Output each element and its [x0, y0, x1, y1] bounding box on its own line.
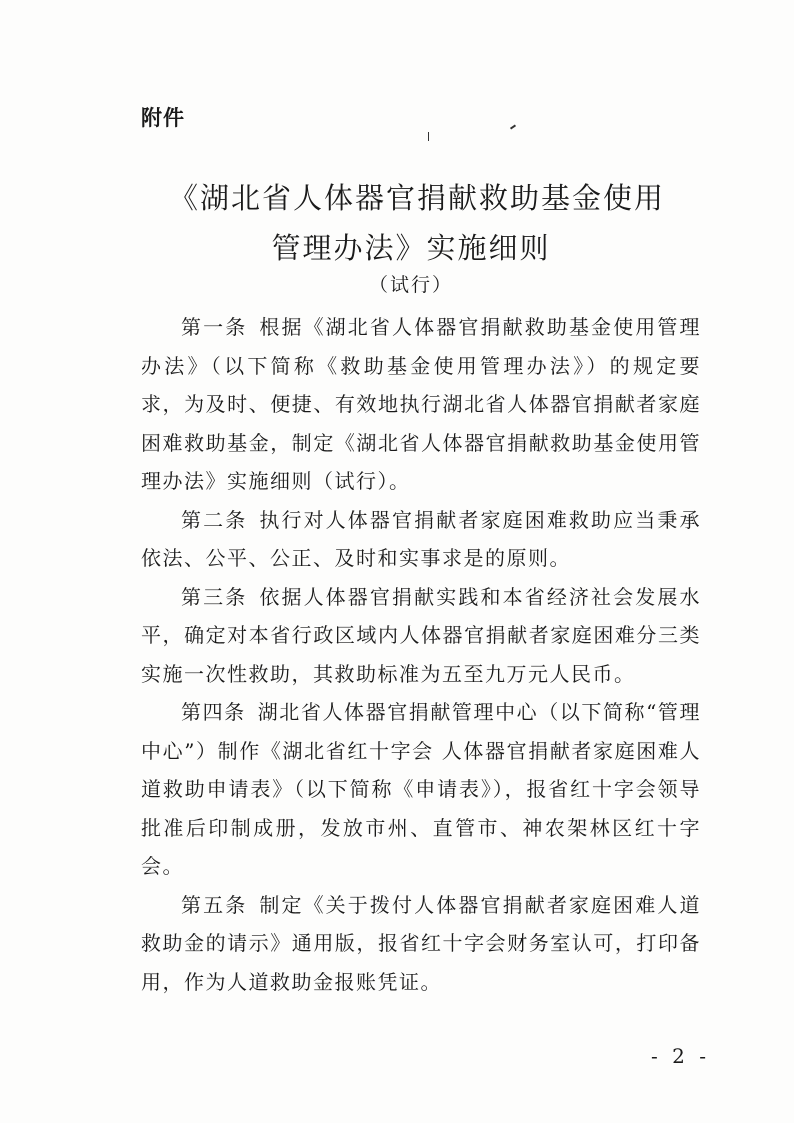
document-title-line-1: 《湖北省人体器官捐献救助基金使用 [168, 181, 665, 215]
document-subtitle: （试行） [368, 274, 453, 296]
scan-speck [428, 132, 429, 141]
article-text: 根据《湖北省人体器官捐献救助基金使用管理办法》（以下简称《救助基金使用管理办法》）的规定要求，为及时、便捷、有效地执行湖北省人体器官捐献者家庭困难救助基金，制定《湖北省人体器官捐献救助基金使用管理办法》实施细则（试行）。 [141, 315, 702, 493]
article-3 [141, 578, 701, 694]
page-number: - 2 - [651, 1044, 710, 1068]
article-4 [141, 693, 701, 886]
scan-speck [510, 124, 516, 129]
attachment-label: 附件 [141, 106, 185, 130]
article-number: 第三条 [181, 584, 248, 609]
article-5 [141, 886, 701, 1002]
article-number: 第四条 [181, 700, 246, 724]
article-2 [141, 501, 701, 578]
article-text: 依据人体器官捐献实践和本省经济社会发展水平，确定对本省行政区域内人体器官捐献者家庭困难分三类实施一次性救助，其救助标准为五至九万元人民币。 [141, 584, 702, 686]
article-number: 第二条 [181, 507, 248, 532]
article-number: 第五条 [181, 892, 248, 917]
article-number: 第一条 [181, 315, 248, 339]
article-1 [141, 308, 701, 501]
document-body [141, 308, 701, 1001]
article-text: 湖北省人体器官捐献管理中心（以下简称“管理中心”）制作《湖北省红十字会 人体器官捐献者家庭困难人道救助申请表》（以下简称《申请表》），报省红十字会领导批准后印制成册，发放市州、直管市、神农架林区红十字会。 [141, 700, 701, 878]
article-text: 制定《关于拨付人体器官捐献者家庭困难人道救助金的请示》通用版，报省红十字会财务室认可，打印备用，作为人道救助金报账凭证。 [141, 892, 702, 994]
article-text: 执行对人体器官捐献者家庭困难救助应当秉承依法、公平、公正、及时和实事求是的原则。 [141, 507, 702, 570]
document-title-line-2: 管理办法》实施细则 [271, 231, 551, 265]
